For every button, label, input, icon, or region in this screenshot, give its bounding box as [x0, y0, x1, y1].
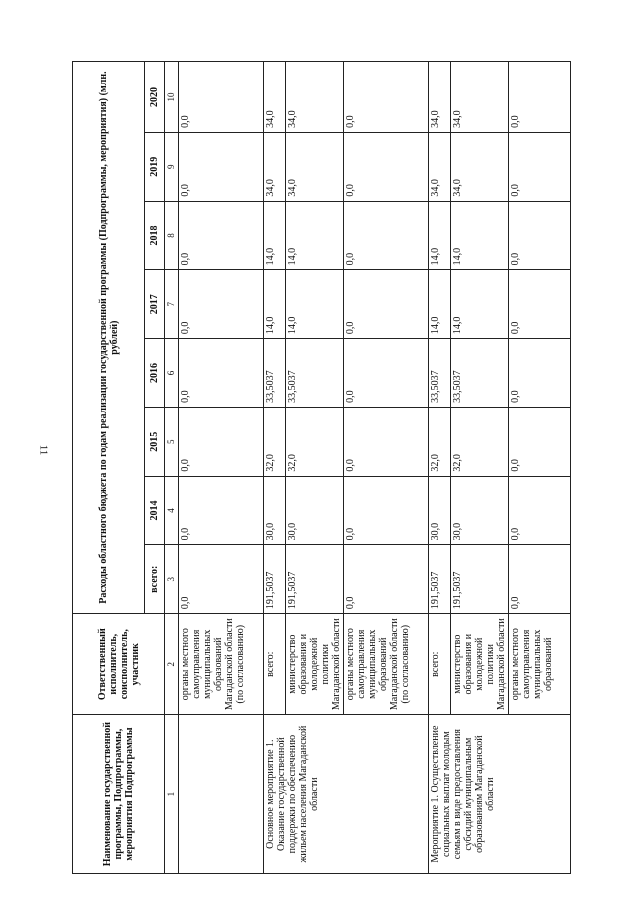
value-cell: 33,5037 [429, 339, 451, 408]
value-cell: 14,0 [286, 270, 344, 339]
value-cell: 30,0 [264, 476, 286, 545]
value-cell: 33,5037 [451, 339, 509, 408]
value-cell: 14,0 [264, 270, 286, 339]
header-year: 2016 [145, 339, 165, 408]
value-cell: 30,0 [451, 476, 509, 545]
header-responsible: Ответственный исполнитель, соисполнитель, участник [73, 614, 165, 715]
row-responsible: всего: [429, 614, 451, 715]
header-total: всего: [145, 545, 165, 614]
row-responsible: министерство образования и молодежной политики Магаданской области [451, 614, 509, 715]
value-cell: 0,0 [179, 407, 264, 476]
value-cell: 0,0 [344, 407, 429, 476]
value-cell: 34,0 [451, 132, 509, 201]
row-responsible: всего: [264, 614, 286, 715]
value-cell: 14,0 [264, 201, 286, 270]
header-year: 2020 [145, 62, 165, 133]
value-cell: 0,0 [344, 62, 429, 133]
value-cell: 32,0 [429, 407, 451, 476]
value-cell: 0,0 [344, 545, 429, 614]
value-cell: 191,5037 [286, 545, 344, 614]
index-row [165, 62, 179, 874]
value-cell: 191,5037 [451, 545, 509, 614]
header-year: 2014 [145, 476, 165, 545]
index-cell: 8 [165, 201, 179, 270]
value-cell: 0,0 [344, 270, 429, 339]
row-responsible: органы местного самоуправления муниципальных образований [509, 614, 571, 715]
index-cell: 9 [165, 132, 179, 201]
row-name: Основное мероприятие 1. Оказание государственной поддержки по обеспечению жильем населения Магаданской области [264, 715, 429, 874]
value-cell: 0,0 [509, 476, 571, 545]
value-cell: 0,0 [344, 476, 429, 545]
value-cell: 0,0 [179, 201, 264, 270]
value-cell: 33,5037 [264, 339, 286, 408]
value-cell: 32,0 [286, 407, 344, 476]
row-name [179, 715, 264, 874]
value-cell: 191,5037 [429, 545, 451, 614]
header-year: 2018 [145, 201, 165, 270]
value-cell: 14,0 [429, 270, 451, 339]
value-cell: 0,0 [509, 407, 571, 476]
value-cell: 0,0 [179, 62, 264, 133]
value-cell: 30,0 [286, 476, 344, 545]
header-expenses: Расходы областного бюджета по годам реализации государственной программы (Подпрограммы, мероприятия) (млн. рублей) [73, 62, 145, 614]
value-cell: 34,0 [264, 132, 286, 201]
header-year: 2015 [145, 407, 165, 476]
value-cell: 0,0 [179, 476, 264, 545]
index-cell: 2 [165, 614, 179, 715]
value-cell: 32,0 [264, 407, 286, 476]
value-cell: 34,0 [286, 132, 344, 201]
value-cell: 0,0 [179, 339, 264, 408]
value-cell: 32,0 [451, 407, 509, 476]
row-name: Мероприятие 1. Осуществление социальных выплат молодым семьям в виде предоставления субсидий муниципальным образованиям Магаданской области [429, 715, 571, 874]
page-number: 11 [37, 444, 50, 456]
index-cell: 3 [165, 545, 179, 614]
value-cell: 14,0 [429, 201, 451, 270]
row-responsible: органы местного самоуправления муниципальных образований Магаданской области (по согласованию) [344, 614, 429, 715]
budget-table [72, 61, 571, 874]
index-cell: 6 [165, 339, 179, 408]
index-cell: 7 [165, 270, 179, 339]
budget-table-rotated [72, 61, 557, 874]
value-cell: 0,0 [179, 270, 264, 339]
value-cell: 34,0 [429, 132, 451, 201]
value-cell: 34,0 [451, 62, 509, 133]
value-cell: 0,0 [509, 62, 571, 133]
value-cell: 14,0 [451, 270, 509, 339]
value-cell: 34,0 [264, 62, 286, 133]
table-row [179, 62, 264, 874]
value-cell: 34,0 [286, 62, 344, 133]
value-cell: 14,0 [451, 201, 509, 270]
row-responsible: органы местного самоуправления муниципальных образований Магаданской области (по согласованию) [179, 614, 264, 715]
value-cell: 14,0 [286, 201, 344, 270]
value-cell: 0,0 [509, 339, 571, 408]
header-year: 2019 [145, 132, 165, 201]
header-row [73, 62, 145, 874]
index-cell: 5 [165, 407, 179, 476]
value-cell: 34,0 [429, 62, 451, 133]
value-cell: 191,5037 [264, 545, 286, 614]
value-cell: 0,0 [509, 545, 571, 614]
index-cell: 10 [165, 62, 179, 133]
table-row [264, 62, 286, 874]
value-cell: 30,0 [429, 476, 451, 545]
index-cell: 1 [165, 715, 179, 874]
value-cell: 0,0 [344, 201, 429, 270]
header-year: 2017 [145, 270, 165, 339]
header-name: Наименование государственной программы, Подпрограммы, мероприятия Подпрограммы [73, 715, 165, 874]
value-cell: 0,0 [179, 545, 264, 614]
value-cell: 0,0 [509, 270, 571, 339]
value-cell: 0,0 [179, 132, 264, 201]
row-responsible: министерство образования и молодежной политики Магаданской области [286, 614, 344, 715]
index-cell: 4 [165, 476, 179, 545]
value-cell: 0,0 [344, 132, 429, 201]
value-cell: 0,0 [344, 339, 429, 408]
value-cell: 33,5037 [286, 339, 344, 408]
table-row [429, 62, 451, 874]
value-cell: 0,0 [509, 132, 571, 201]
value-cell: 0,0 [509, 201, 571, 270]
